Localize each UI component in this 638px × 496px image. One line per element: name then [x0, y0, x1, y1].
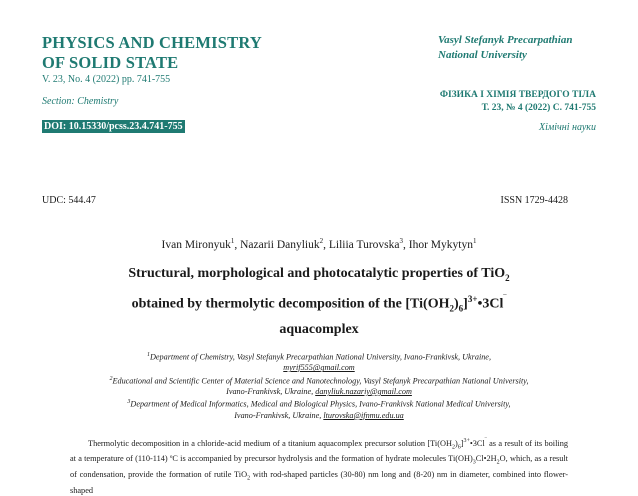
author-list	[0, 237, 638, 251]
affiliation-1	[40, 350, 598, 363]
author-name: Liliia Turovska	[328, 238, 400, 251]
abstract-subscript: 3	[472, 460, 476, 467]
paper-title-line1	[40, 263, 598, 289]
title-text: )	[453, 296, 459, 312]
affiliation-text: Educational and Scientific Center of Material Science and Nanotechnology, Vasyl Stefanyk Precarpathian National University,	[112, 376, 529, 386]
journal-title	[42, 33, 262, 73]
author-separator: ,	[323, 238, 329, 251]
email-link[interactable]: lturovska@ifnmu.edu.ua	[323, 410, 404, 420]
author-affiliation-mark: 2	[319, 237, 324, 245]
university-line1: Vasyl Stefanyk Precarpathian	[438, 34, 573, 46]
affiliation-text: Ivano-Frankivsk, Ukraine,	[234, 410, 322, 420]
ua-journal-title: ФІЗИКА І ХІМІЯ ТВЕРДОГО ТІЛА	[439, 90, 596, 100]
abstract-text: ]	[460, 438, 464, 448]
journal-title-line1: PHYSICS AND CHEMISTRY	[42, 33, 262, 52]
udc-code: UDC: 544.47	[42, 195, 96, 206]
affiliation-mark: 2	[109, 375, 113, 382]
section-label: Section: Chemistry	[42, 96, 119, 107]
affiliation-mark: 3	[127, 399, 131, 406]
abstract	[70, 436, 568, 496]
paper-title-line3: aquacomplex	[279, 322, 359, 338]
title-superscript: 3+	[467, 293, 478, 304]
title-subscript: 2	[449, 303, 454, 314]
university-line2: National University	[438, 49, 527, 61]
title-superscript: ‾	[503, 293, 507, 304]
affiliation-3-email-line	[40, 411, 598, 422]
abstract-text: [Ti(OH	[427, 438, 452, 448]
abstract-subscript: 2	[496, 460, 500, 467]
abstract-text: •3Cl	[469, 438, 485, 448]
paper-title-line2	[40, 289, 598, 319]
title-subscript: 6	[458, 303, 464, 314]
affiliation-2	[40, 374, 598, 387]
affiliation-2-email-line	[40, 387, 598, 398]
title-text: ]	[463, 296, 468, 312]
author-name: Nazarii Danyliuk	[240, 238, 320, 251]
email-link[interactable]: danyliuk.nazariy@gmail.com	[315, 386, 412, 396]
title-text: Structural, morphological and photocatalytic properties of TiO	[128, 266, 506, 281]
ua-section-label: Хімічні науки	[538, 122, 596, 133]
affiliation-text: Ivano-Frankivsk, Ukraine,	[226, 386, 314, 396]
affiliation-mark: 1	[146, 352, 150, 358]
author-affiliation-mark: 3	[399, 237, 403, 245]
author-affiliation-mark: 1	[472, 237, 477, 245]
abstract-text: with rod-shaped particles (30-80) nm long and (8-20) nm in diameter, combined into flower-shaped	[70, 470, 568, 495]
title-text: obtained by thermolytic decomposition of the [Ti(OH	[131, 296, 450, 312]
abstract-text: as a result of its boiling at a temperature of (110-114) ºC is accompanied by precursor hydrolysis	[70, 438, 568, 464]
ua-volume-info: Т. 23, № 4 (2022) С. 741-755	[481, 103, 596, 113]
abstract-paragraph	[70, 436, 568, 496]
title-text: •3Cl	[477, 296, 504, 312]
doi-badge[interactable]: DOI: 10.15330/pcss.23.4.741-755	[44, 121, 183, 132]
issn-code: ISSN 1729-4428	[500, 195, 568, 206]
abstract-text: of rutile TiO	[204, 470, 248, 480]
abstract-text: O, which, as a result of condensation, provide the formation	[70, 454, 568, 480]
affiliation-text: Department of Chemistry, Vasyl Stefanyk Precarpathian National University, Ivano-Frankivsk, Ukraine,	[149, 352, 491, 362]
affiliation-3	[40, 397, 598, 410]
paper-title	[40, 263, 598, 340]
email-link[interactable]: myrif555@gmail.com	[283, 363, 355, 373]
title-subscript: 2	[505, 272, 510, 283]
journal-title-line2: OF SOLID STATE	[42, 53, 179, 72]
affiliation-text: Department of Medical Informatics, Medical and Biological Physics, Ivano-Frankivsk National Medical University,	[130, 400, 511, 410]
affiliation-1-email-line	[40, 363, 598, 374]
affiliations	[40, 350, 598, 421]
author-affiliation-mark: 1	[230, 237, 235, 245]
abstract-subscript: 6	[457, 444, 461, 451]
abstract-subscript: 2	[451, 444, 455, 451]
volume-info: V. 23, No. 4 (2022) pp. 741-755	[42, 74, 171, 85]
ua-journal-info	[440, 89, 596, 115]
author-separator: ,	[402, 238, 409, 251]
author-name: Ihor Mykytyn	[408, 238, 473, 251]
author-name: Ivan Mironyuk	[161, 238, 231, 251]
abstract-subscript: 2	[247, 475, 251, 482]
abstract-superscript: 3+	[463, 438, 470, 444]
abstract-text: )	[454, 438, 458, 448]
university-name	[438, 33, 572, 63]
abstract-text: and the formation of hydrate molecules Ti(OH)	[314, 454, 473, 464]
author-separator: ,	[234, 238, 241, 251]
abstract-text: Cl•2H	[475, 454, 497, 464]
abstract-superscript: ‾	[484, 438, 487, 444]
abstract-text: Thermolytic decomposition in a chloride-acid medium of a titanium aquacomplex precursor solution	[88, 438, 426, 448]
